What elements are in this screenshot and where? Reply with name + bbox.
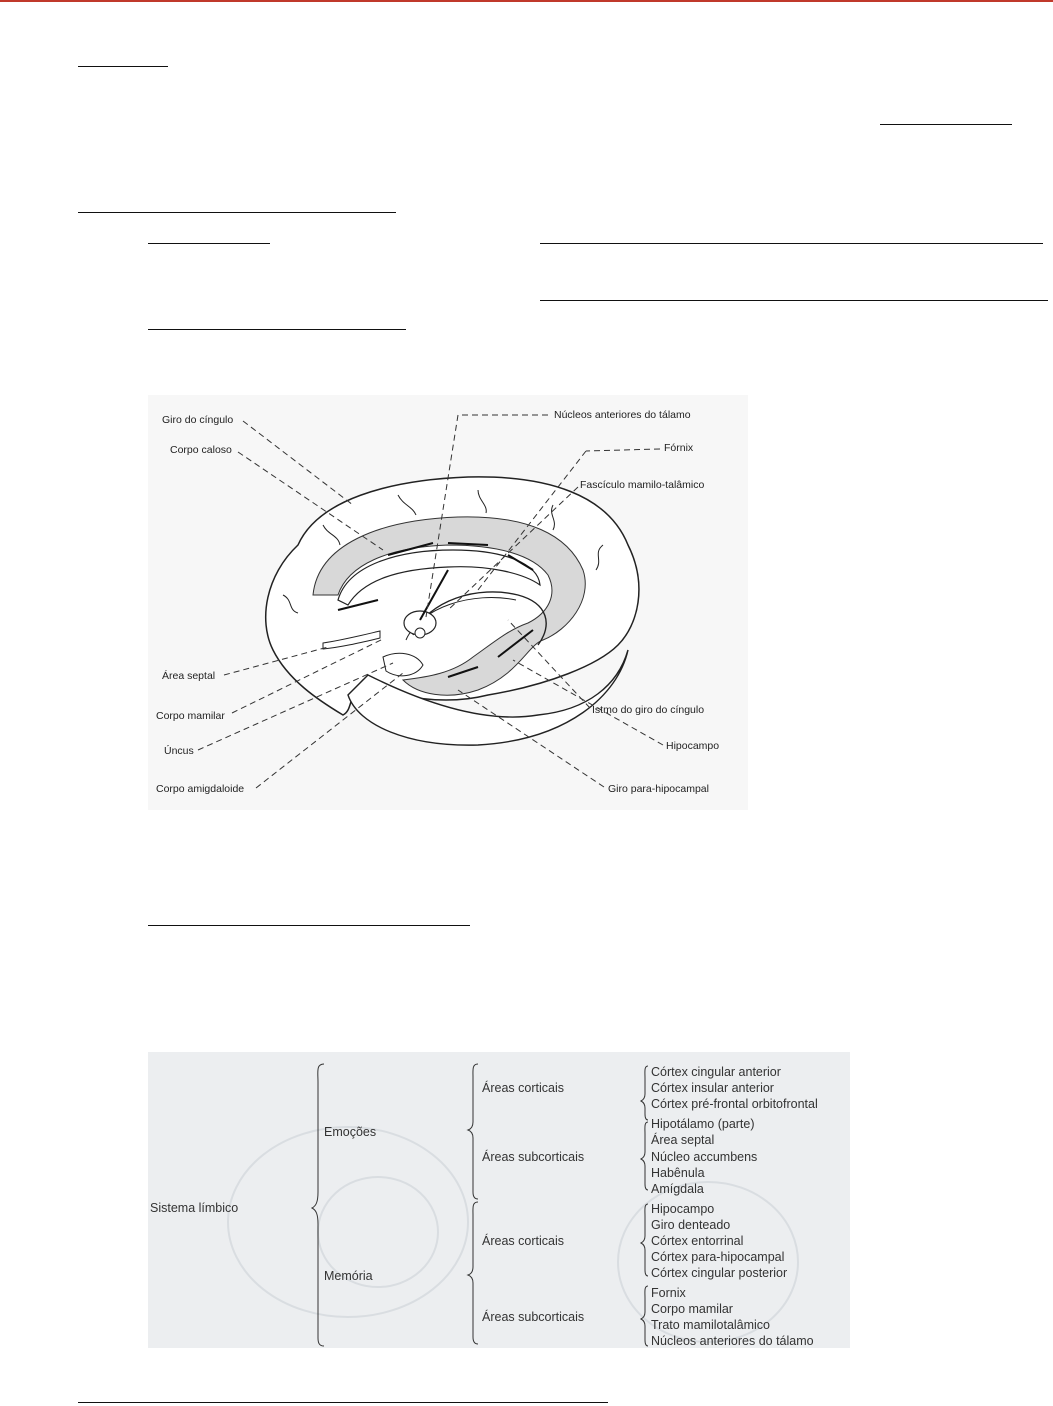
underline-5 — [540, 243, 1043, 244]
label-istmo: Istmo do giro do cíngulo — [592, 704, 705, 716]
underline-1 — [78, 66, 168, 67]
underline-6 — [540, 300, 1048, 301]
underline-8 — [148, 925, 470, 926]
label-fasciculo: Fascículo mamilo-talâmico — [580, 479, 705, 491]
leaf-item: Habênula — [651, 1166, 705, 1180]
tree-emocoes-corticais: Áreas corticais — [482, 1081, 564, 1095]
limbic-classification-tree — [148, 1052, 850, 1348]
leaf-item: Amígdala — [651, 1182, 704, 1196]
leaf-item: Hipocampo — [651, 1202, 715, 1216]
leaf-item: Núcleos anteriores do tálamo — [651, 1334, 814, 1348]
leaf-item: Córtex cingular posterior — [651, 1266, 788, 1280]
label-fornix: Fórnix — [664, 442, 694, 454]
leaf-item: Giro denteado — [651, 1218, 731, 1232]
leaf-item: Hipotálamo (parte) — [651, 1117, 755, 1131]
label-corpo-amigdaloide: Corpo amigdaloide — [156, 783, 245, 795]
underline-9 — [78, 1402, 608, 1403]
label-corpo-caloso: Corpo caloso — [170, 444, 232, 456]
label-nucleos-anteriores: Núcleos anteriores do tálamo — [554, 409, 691, 421]
label-giro-para: Giro para-hipocampal — [608, 783, 709, 795]
tree-root: Sistema límbico — [150, 1201, 239, 1215]
tree-memoria: Memória — [324, 1269, 373, 1283]
tree-emocoes: Emoções — [324, 1125, 377, 1139]
leaf-item: Córtex para-hipocampal — [651, 1250, 785, 1264]
label-corpo-mamilar: Corpo mamilar — [156, 710, 225, 722]
underline-4 — [148, 243, 270, 244]
leaf-item: Córtex insular anterior — [651, 1081, 774, 1095]
leaf-item: Córtex cingular anterior — [651, 1065, 781, 1079]
tree-memoria-corticais: Áreas corticais — [482, 1234, 564, 1248]
leaf-item: Núcleo accumbens — [651, 1150, 758, 1164]
underline-7 — [148, 329, 406, 330]
underline-3 — [78, 212, 396, 213]
leaf-item: Córtex pré-frontal orbitofrontal — [651, 1097, 818, 1111]
limbic-diagram — [148, 395, 748, 810]
tree-memoria-subcorticais: Áreas subcorticais — [482, 1310, 585, 1324]
leaf-item: Córtex entorrinal — [651, 1234, 744, 1248]
underline-2 — [880, 124, 1012, 125]
label-area-septal: Área septal — [162, 670, 216, 682]
label-uncus: Úncus — [164, 745, 194, 757]
leaf-item: Fornix — [651, 1286, 686, 1300]
leaf-item: Área septal — [651, 1133, 715, 1147]
top-rule — [0, 0, 1053, 2]
label-hipocampo: Hipocampo — [666, 740, 720, 752]
tree-emocoes-subcorticais: Áreas subcorticais — [482, 1150, 585, 1164]
label-giro-cingulo: Giro do cíngulo — [162, 414, 234, 426]
leaf-item: Trato mamilotalâmico — [651, 1318, 771, 1332]
leaf-item: Corpo mamilar — [651, 1302, 733, 1316]
